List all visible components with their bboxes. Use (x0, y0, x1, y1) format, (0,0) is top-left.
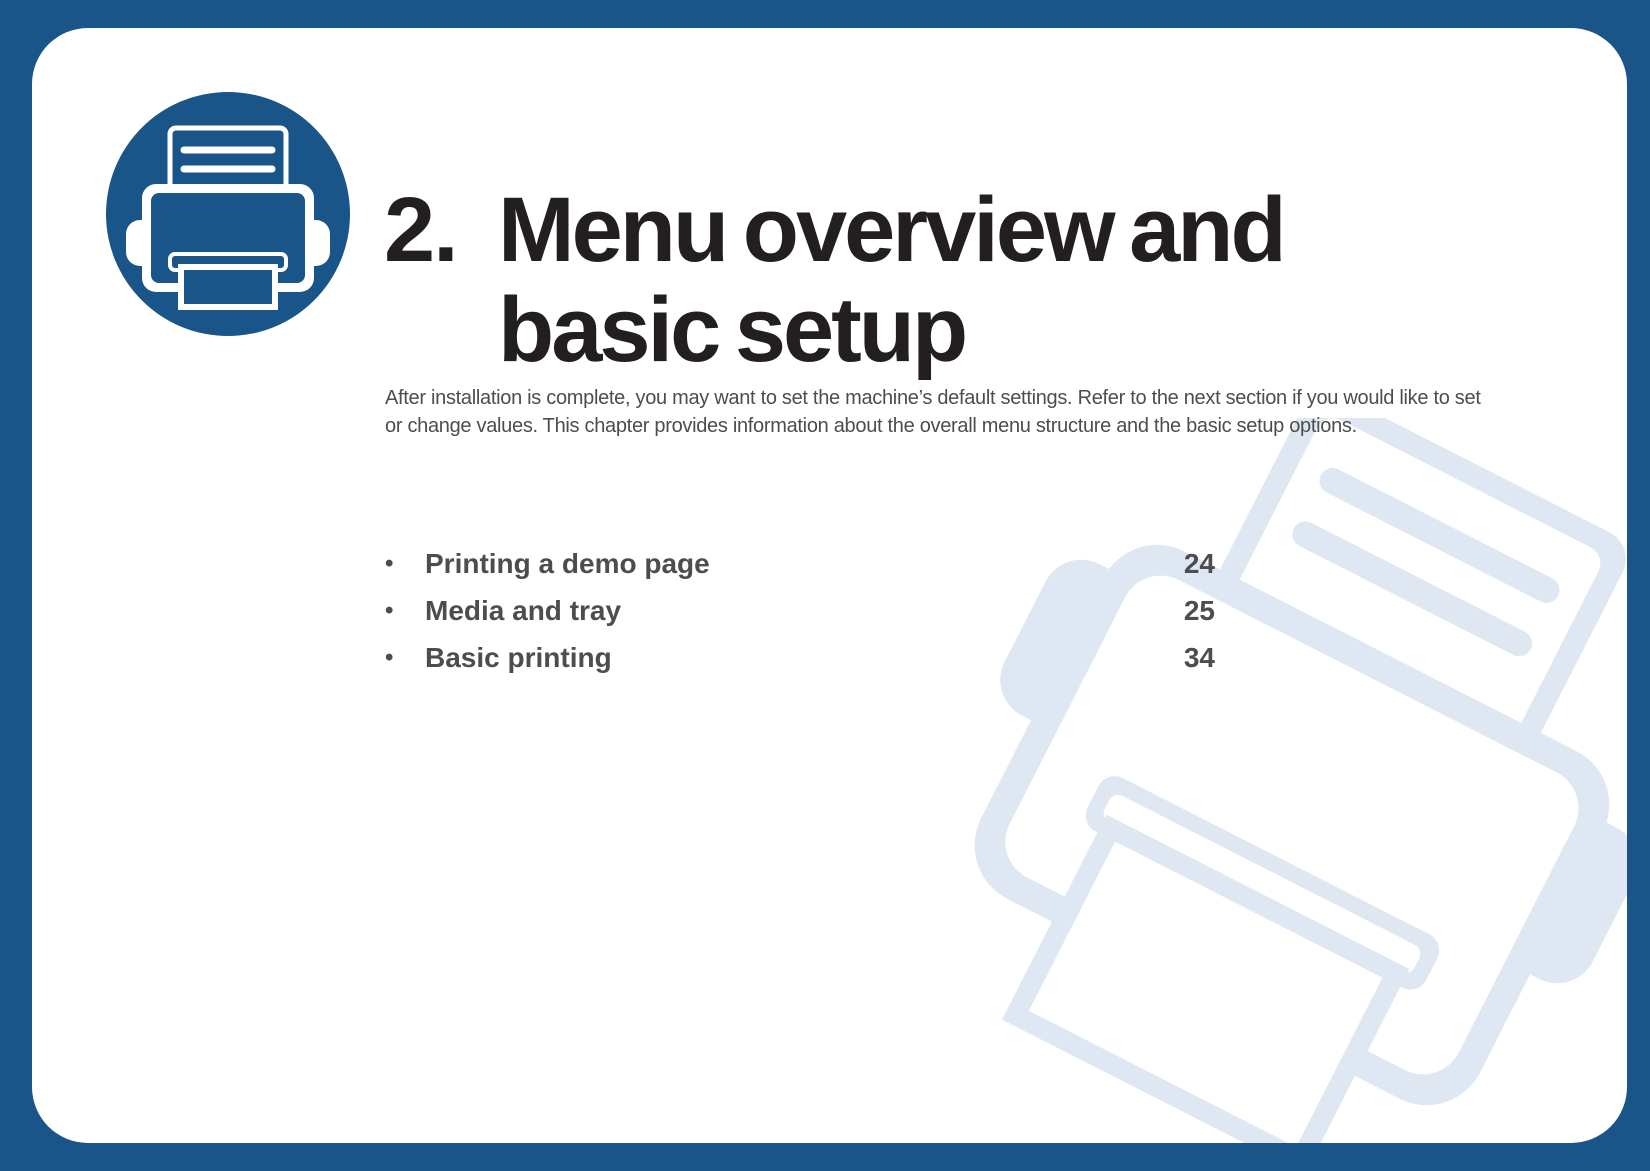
toc-bullet: • (385, 644, 394, 671)
printer-watermark-icon (912, 418, 1627, 1143)
toc-entry-label[interactable]: Basic printing (425, 642, 612, 673)
toc-entry-basic-printing[interactable] (385, 634, 1215, 681)
toc-entry-page[interactable]: 25 (1183, 595, 1215, 626)
toc-entry-page[interactable]: 34 (1183, 642, 1215, 673)
toc-entry-page[interactable]: 24 (1183, 548, 1215, 579)
page-card (32, 28, 1627, 1143)
chapter-number: 2. (384, 179, 457, 281)
chapter-title: Menu overview and basic setup (498, 179, 1284, 381)
toc-entry-label[interactable]: Media and tray (425, 595, 622, 626)
printer-icon (106, 92, 350, 336)
intro-paragraph: After installation is complete, you may want to set the machine’s default settings. Refer to the next section if you would like to set or change values. This chapter provides information about the overall menu structure and the basic setup options. (385, 387, 1481, 437)
toc-bullet: • (385, 550, 394, 577)
toc-entry-label[interactable]: Printing a demo page (425, 548, 710, 579)
toc-bullet: • (385, 597, 394, 624)
chapter-toc (385, 540, 1215, 681)
toc-entry-printing-demo-page[interactable] (385, 540, 1215, 587)
toc-entry-media-and-tray[interactable] (385, 587, 1215, 634)
